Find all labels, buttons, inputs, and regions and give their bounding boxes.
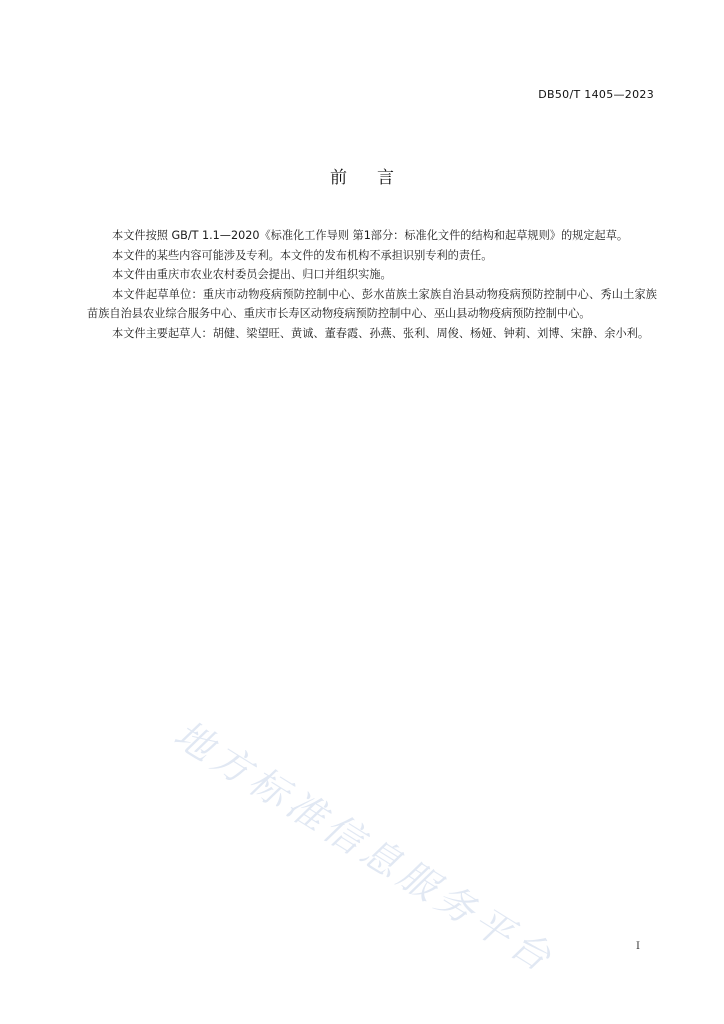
page-number: I (636, 941, 640, 952)
paragraph-drafters: 本文件主要起草人：胡健、梁望旺、黄诚、董春霞、孙燕、张利、周俊、杨娅、钟莉、刘博、宋静、余小利。 (112, 326, 650, 340)
foreword-body (87, 226, 657, 343)
paragraph-proposer: 本文件由重庆市农业农村委员会提出、归口并组织实施。 (112, 268, 392, 281)
paragraph-patent-notice: 本文件的某些内容可能涉及专利。本文件的发布机构不承担识别专利的责任。 (112, 248, 493, 262)
watermark: 地方标准信息服务平台 (166, 711, 563, 983)
section-title: 前言 (330, 168, 424, 188)
paragraph-drafting-rules: 本文件按照 GB/T 1.1—2020《标准化工作导则 第1部分：标准化文件的结构和起草规则》的规定起草。 (112, 229, 629, 242)
document-code: DB50/T 1405—2023 (538, 88, 654, 101)
paragraph-drafting-units: 本文件起草单位：重庆市动物疫病预防控制中心、彭水苗族土家族自治县动物疫病预防控制中心、秀山土家族苗族自治县农业综合服务中心、重庆市长寿区动物疫病预防控制中心、巫山县动物疫病预防控制中心。 (87, 287, 657, 320)
